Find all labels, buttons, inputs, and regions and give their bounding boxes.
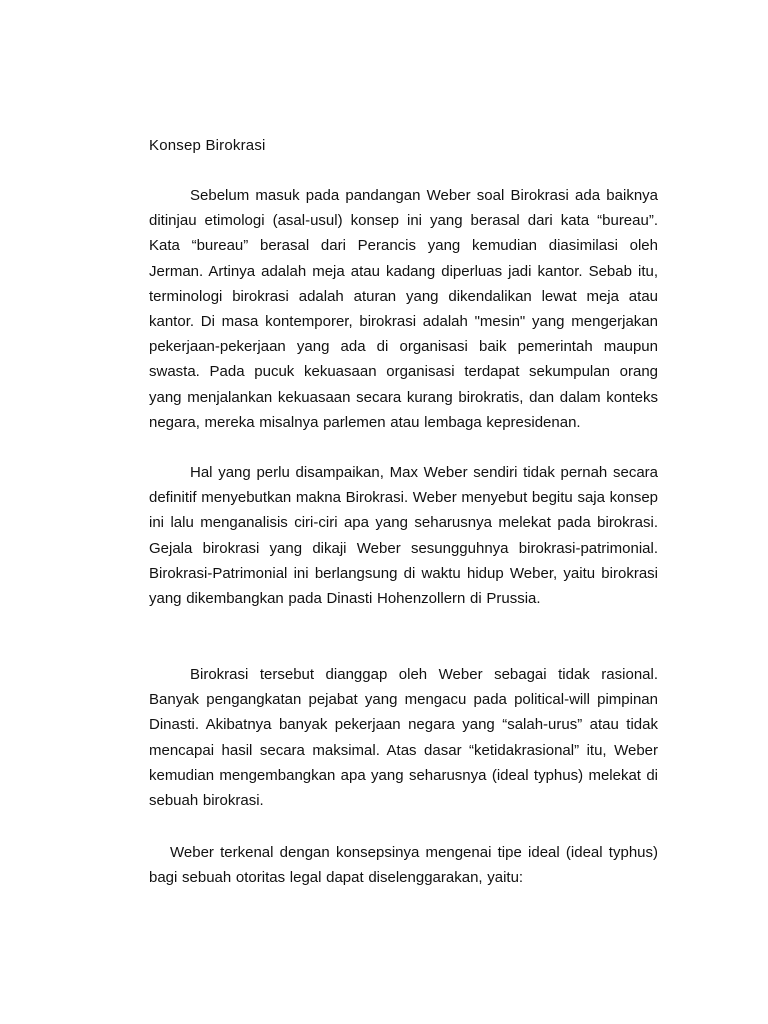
paragraph-etymology: Sebelum masuk pada pandangan Weber soal Birokrasi ada baiknya ditinjau etimologi (asal-usul) konsep ini yang berasal dari kata “bureau”. Kata “bureau” berasal dari Perancis yang kemudian diasimilasi oleh Jerman. Artinya adalah meja atau kadang diperluas jadi kantor. Sebab itu, terminologi birokrasi adalah aturan yang dikendalikan lewat meja atau kantor. Di masa kontemporer, birokrasi adalah "mesin" yang mengerjakan pekerjaan-pekerjaan yang ada di organisasi baik pemerintah maupun swasta. Pada pucuk kekuasaan organisasi terdapat sekumpulan orang yang menjalankan kekuasaan secara kurang birokratis, dan dalam konteks negara, mereka misalnya parlemen atau lembaga kepresidenan.	[149, 187, 658, 431]
paragraph-ideal-type: Weber terkenal dengan konsepsinya mengenai tipe ideal (ideal typhus) bagi sebuah otoritas legal dapat diselenggarakan, yaitu:	[149, 844, 658, 887]
paragraph-weber-definition: Hal yang perlu disampaikan, Max Weber sendiri tidak pernah secara definitif menyebutkan makna Birokrasi. Weber menyebut begitu saja konsep ini lalu menganalisis ciri-ciri apa yang seharusnya melekat pada birokrasi. Gejala birokrasi yang dikaji Weber sesungguhnya birokrasi-patrimonial. Birokrasi-Patrimonial ini berlangsung di waktu hidup Weber, yaitu birokrasi yang dikembangkan pada Dinasti Hohenzollern di Prussia.	[149, 464, 658, 608]
paragraph-irrational-bureaucracy: Birokrasi tersebut dianggap oleh Weber sebagai tidak rasional. Banyak pengangkatan pejabat yang mengacu pada political-will pimpinan Dinasti. Akibatnya banyak pekerjaan negara yang “salah-urus” atau tidak mencapai hasil secara maksimal. Atas dasar “ketidakrasional” itu, Weber kemudian mengembangkan apa yang seharusnya (ideal typhus) melekat di sebuah birokrasi.	[149, 666, 658, 810]
document-title: Konsep Birokrasi	[149, 137, 266, 154]
